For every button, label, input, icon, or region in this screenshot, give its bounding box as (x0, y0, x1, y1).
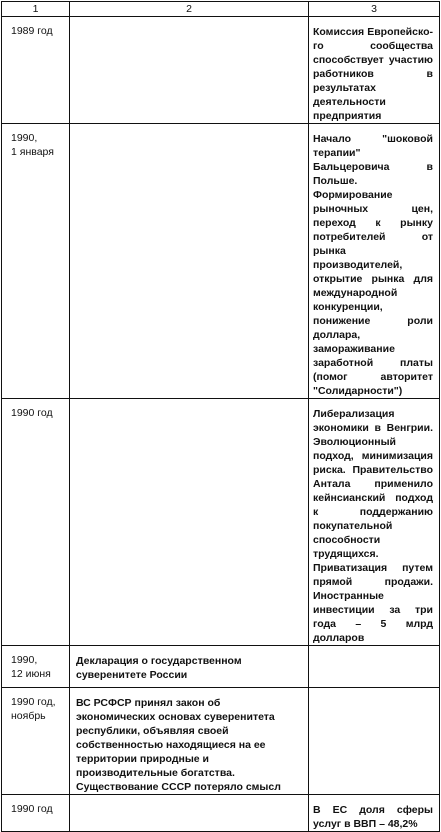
column-header-1: 1 (2, 2, 70, 17)
date-cell: 1990, 1 января (2, 124, 70, 399)
date-cell: 1990 год (2, 795, 70, 832)
date-cell: 1990 год (2, 399, 70, 646)
event-cell-col2: ВС РСФСР принял закон об экономических основах суверенитета республики, объявляя своей собственностью находящиеся на ее территории природные и производительные богатства. Существование СССР потеряло смысл (70, 688, 309, 795)
column-header-2: 2 (70, 2, 309, 17)
date-cell: 1989 год (2, 17, 70, 124)
event-cell-col2 (70, 17, 309, 124)
event-cell-col2 (70, 124, 309, 399)
event-cell-col3: Начало "шоковой терапии" Бальцеровича в Польше. Формирование рыночных цен, переход к рынку потребителей от рынка производителей, открытие рынка для международной конкуренции, понижение роли доллара, замораживание заработной платы (помог авторитет "Солидарности") (309, 124, 440, 399)
event-cell-col2 (70, 399, 309, 646)
column-header-3: 3 (309, 2, 440, 17)
date-cell: 1990 год, ноябрь (2, 688, 70, 795)
event-cell-col3: Комиссия Европейско-го сообщества способствует участию работников в результатах деятельности предприятия (309, 17, 440, 124)
table-header-row (2, 2, 440, 17)
table-row (2, 124, 440, 399)
date-cell: 1990, 12 июня (2, 646, 70, 688)
event-cell-col3: Либерализация экономики в Венгрии. Эволюционный подход, минимизация риска. Правительство Антала применило кейнсианский подход к поддержанию покупательной способности трудящихся. Приватизация путем прямой продажи. Иностранные инвестиции за три года – 5 млрд долларов (309, 399, 440, 646)
table-row (2, 17, 440, 124)
event-cell-col3 (309, 646, 440, 688)
table-row (2, 795, 440, 832)
table-row (2, 646, 440, 688)
event-cell-col2 (70, 795, 309, 832)
chronology-table (1, 1, 440, 832)
event-cell-col2: Декларация о государственном суверенитете России (70, 646, 309, 688)
table-row (2, 399, 440, 646)
event-cell-col3 (309, 688, 440, 795)
event-cell-col3: В ЕС доля сферы услуг в ВВП – 48,2% (309, 795, 440, 832)
table-row (2, 688, 440, 795)
